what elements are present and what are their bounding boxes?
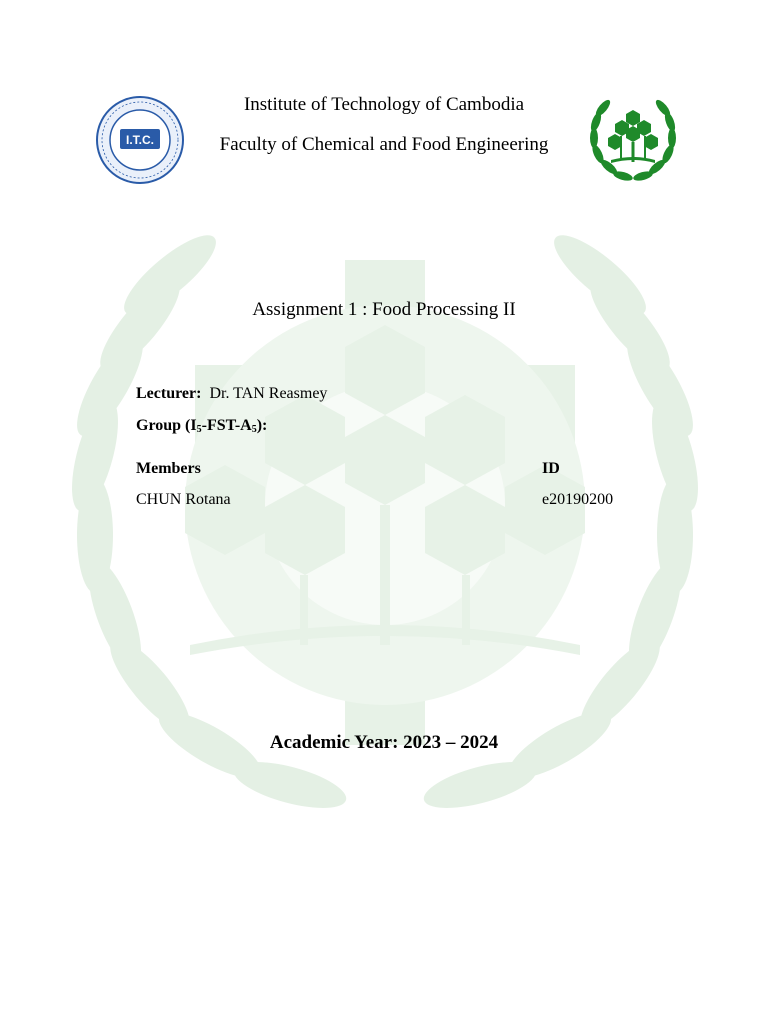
group-sub-2: 5 — [251, 424, 257, 435]
academic-year: Academic Year: 2023 – 2024 — [269, 732, 499, 753]
lecturer-line — [136, 384, 327, 404]
itc-logo-text: I.T.C. — [125, 133, 155, 147]
institute-name: Institute of Technology of Cambodia — [243, 94, 525, 115]
group-line — [136, 416, 267, 440]
group-prefix: Group (I — [136, 417, 197, 434]
id-header: ID — [542, 460, 560, 477]
faculty-name: Faculty of Chemical and Food Engineering — [219, 134, 549, 155]
group-sub-1: 5 — [196, 424, 202, 435]
member-name: CHUN Rotana — [136, 491, 231, 508]
group-suffix: ): — [256, 417, 268, 434]
group-mid: -FST-A — [201, 417, 252, 434]
lecturer-label: Lecturer: — [136, 385, 202, 402]
members-header: Members — [136, 460, 201, 477]
lecturer-name: Dr. TAN Reasmey — [209, 385, 328, 402]
member-id: e20190200 — [542, 491, 614, 508]
assignment-title: Assignment 1 : Food Processing II — [252, 299, 516, 320]
